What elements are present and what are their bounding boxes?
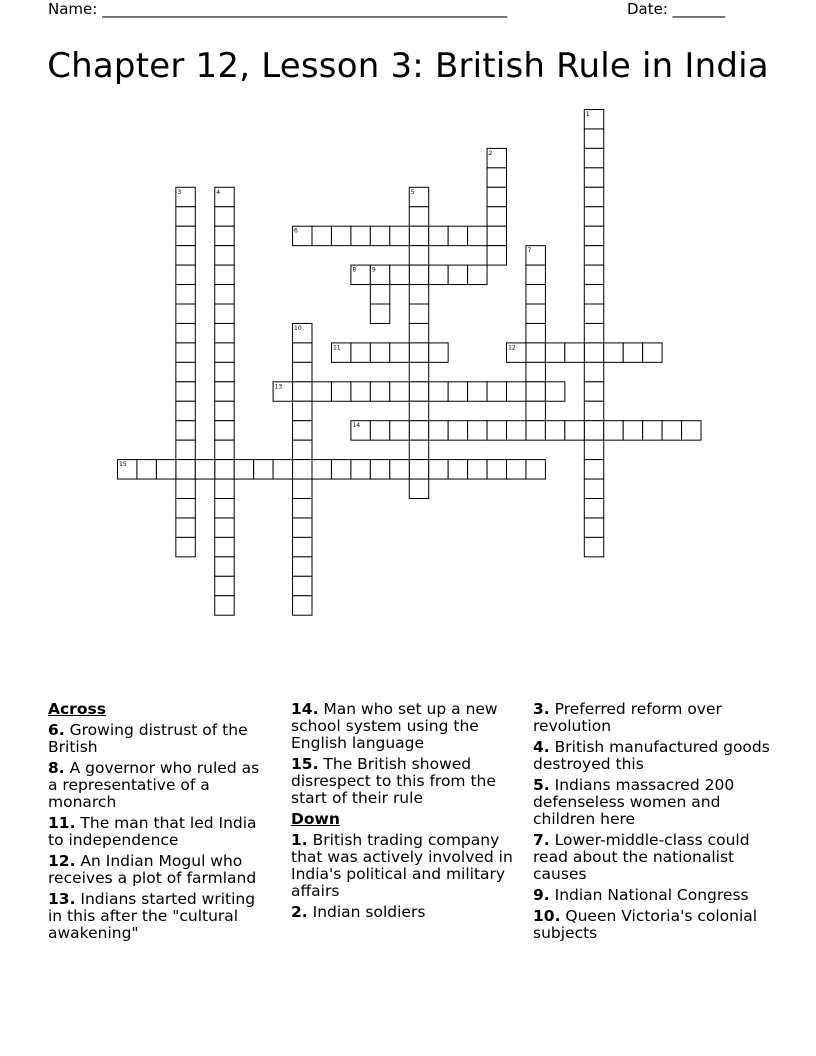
crossword-cell[interactable] [409,440,428,459]
crossword-cell[interactable] [331,460,350,479]
crossword-cell[interactable] [215,246,234,265]
crossword-cell[interactable] [215,460,234,479]
crossword-cell[interactable] [254,460,273,479]
crossword-cell[interactable] [409,421,428,440]
crossword-cell[interactable] [429,226,448,245]
crossword-cell[interactable] [176,382,195,401]
crossword-cell[interactable] [293,343,312,362]
crossword-cell[interactable] [390,382,409,401]
clue-number: 1. [291,831,308,849]
crossword-cell[interactable] [409,285,428,304]
crossword-cell[interactable] [487,168,506,187]
crossword-cell[interactable] [293,382,312,401]
crossword-cell[interactable] [293,460,312,479]
crossword-cell[interactable] [215,518,234,537]
down-clue [291,832,519,900]
crossword-cell[interactable] [370,421,389,440]
clue-start-number: 9 [371,266,376,274]
crossword-cell[interactable] [215,479,234,498]
crossword-cell[interactable] [176,207,195,226]
clue-text: British trading company that was actively involved in India's political and military affairs [291,831,513,900]
crossword-cell[interactable] [390,226,409,245]
crossword-cell[interactable] [584,129,603,148]
crossword-cell[interactable] [351,382,370,401]
clue-number: 7. [533,831,550,849]
clue-number: 5. [533,776,550,794]
crossword-cell[interactable] [176,323,195,342]
crossword-cell[interactable] [526,362,545,381]
crossword-cell[interactable] [176,343,195,362]
crossword-cell[interactable] [448,382,467,401]
crossword-cell[interactable] [176,421,195,440]
crossword-cell[interactable] [409,207,428,226]
crossword-cell[interactable] [331,382,350,401]
clue-number: 3. [533,700,550,718]
clue-text: The British showed disrespect to this from the start of their rule [291,755,496,807]
crossword-cell[interactable] [156,460,175,479]
clue-number: 8. [48,759,65,777]
crossword-cell[interactable] [584,304,603,323]
crossword-cell[interactable] [526,421,545,440]
clue-start-number: 15 [119,461,127,469]
crossword-cell[interactable] [623,343,642,362]
crossword-cell[interactable] [370,460,389,479]
clue-start-number: 3 [177,188,182,196]
crossword-cell[interactable] [215,596,234,615]
crossword-cell[interactable] [584,440,603,459]
across-heading: Across [48,700,106,718]
crossword-cell[interactable] [390,265,409,284]
down-clue [533,887,773,904]
clue-text: Growing distrust of the British [48,721,248,756]
clue-start-number: 11 [332,344,341,352]
crossword-cell[interactable] [507,382,526,401]
crossword-cell[interactable] [584,343,603,362]
crossword-cell[interactable] [176,226,195,245]
across-clue [291,756,519,807]
clue-text: Man who set up a new school system using the English language [291,700,498,752]
crossword-cell[interactable] [370,285,389,304]
crossword-cell[interactable] [448,421,467,440]
crossword-cell[interactable] [584,285,603,304]
crossword-cell[interactable] [215,557,234,576]
crossword-cell[interactable] [215,576,234,595]
crossword-cell[interactable] [545,382,564,401]
crossword-cell[interactable] [312,460,331,479]
crossword-cell[interactable] [545,343,564,362]
crossword-cell[interactable] [487,226,506,245]
crossword-cell[interactable] [215,285,234,304]
crossword-cell[interactable] [584,499,603,518]
crossword-cell[interactable] [584,168,603,187]
crossword-cell[interactable] [176,362,195,381]
crossword-cell[interactable] [351,226,370,245]
clues-column-3 [533,701,773,946]
crossword-cell[interactable] [176,246,195,265]
crossword-cell[interactable] [507,421,526,440]
clue-text: Indians massacred 200 defenseless women and children here [533,776,735,828]
crossword-cell[interactable] [195,460,214,479]
crossword-cell[interactable] [409,479,428,498]
crossword-cell[interactable] [584,148,603,167]
clue-start-number: 2 [488,149,493,157]
crossword-cell[interactable] [293,440,312,459]
crossword-cell[interactable] [215,207,234,226]
crossword-cell[interactable] [409,304,428,323]
clues-column-2 [291,701,519,925]
down-clue [533,908,773,942]
clue-number: 12. [48,852,76,870]
crossword-cell[interactable] [293,576,312,595]
crossword-cell[interactable] [409,226,428,245]
crossword-cell[interactable] [584,187,603,206]
crossword-cell[interactable] [390,421,409,440]
crossword-cell[interactable] [487,421,506,440]
name-line: Name: ______________________________________________________ [48,0,508,18]
crossword-cell[interactable] [293,499,312,518]
crossword-cell[interactable] [584,518,603,537]
crossword-cell[interactable] [215,226,234,245]
clue-start-number: 12 [508,344,516,352]
crossword-cell[interactable] [565,421,584,440]
down-clue [533,832,773,883]
crossword-cell[interactable] [215,499,234,518]
clue-text: An Indian Mogul who receives a plot of farmland [48,852,257,887]
clue-number: 11. [48,814,76,832]
crossword-cell[interactable] [293,421,312,440]
down-clue [291,904,519,921]
crossword-cell[interactable] [176,499,195,518]
crossword-cell[interactable] [487,246,506,265]
crossword-cell[interactable] [176,304,195,323]
down-heading: Down [291,810,340,828]
crossword-cell[interactable] [390,460,409,479]
clue-number: 4. [533,738,550,756]
crossword-cell[interactable] [526,304,545,323]
clue-start-number: 7 [527,247,532,255]
crossword-cell[interactable] [448,460,467,479]
crossword-cell[interactable] [584,382,603,401]
clue-number: 9. [533,886,550,904]
crossword-cell[interactable] [137,460,156,479]
clues-column-1 [48,701,273,946]
crossword-cell[interactable] [643,421,662,440]
clue-start-number: 14 [352,422,361,430]
clue-start-number: 4 [216,188,221,196]
crossword-cell[interactable] [176,265,195,284]
crossword-cell[interactable] [429,382,448,401]
crossword-cell[interactable] [293,557,312,576]
crossword-cell[interactable] [643,343,662,362]
crossword-cell[interactable] [293,362,312,381]
crossword-cell[interactable] [409,265,428,284]
across-clue [48,722,273,756]
crossword-cell[interactable] [293,518,312,537]
page-title: Chapter 12, Lesson 3: British Rule in India [47,46,769,86]
crossword-cell[interactable] [215,421,234,440]
crossword-cell[interactable] [215,304,234,323]
crossword-cell[interactable] [215,323,234,342]
crossword-cell[interactable] [584,362,603,381]
crossword-cell[interactable] [176,518,195,537]
crossword-cell[interactable] [429,460,448,479]
down-clue [533,701,773,735]
down-clue [533,739,773,773]
crossword-cell[interactable] [584,246,603,265]
across-clue [48,853,273,887]
date-line: Date: _______ [627,0,726,18]
crossword-cell[interactable] [370,304,389,323]
crossword-cell[interactable] [584,265,603,284]
crossword-cell[interactable] [176,440,195,459]
clue-number: 2. [291,903,308,921]
crossword-cell[interactable] [623,421,642,440]
clue-text: Indian soldiers [312,903,426,921]
crossword-cell[interactable] [293,479,312,498]
crossword-cell[interactable] [409,343,428,362]
crossword-cell[interactable] [526,382,545,401]
crossword-cell[interactable] [234,460,253,479]
clue-text: Queen Victoria's colonial subjects [533,907,758,942]
crossword-cell[interactable] [331,226,350,245]
crossword-cell[interactable] [429,265,448,284]
crossword-cell[interactable] [545,421,564,440]
crossword-cell[interactable] [468,265,487,284]
clue-number: 6. [48,721,65,739]
crossword-cell[interactable] [604,343,623,362]
crossword-cell[interactable] [293,537,312,556]
crossword-cell[interactable] [468,382,487,401]
crossword-cell[interactable] [584,479,603,498]
crossword-cell[interactable] [468,421,487,440]
clue-start-number: 6 [294,227,298,235]
crossword-cell[interactable] [215,362,234,381]
across-clue [48,760,273,811]
crossword-cell[interactable] [584,421,603,440]
clue-start-number: 10 [294,324,302,332]
crossword-cell[interactable] [409,323,428,342]
crossword-cell[interactable] [584,207,603,226]
crossword-cell[interactable] [487,460,506,479]
crossword-cell[interactable] [176,479,195,498]
crossword-cell[interactable] [312,226,331,245]
down-clue [533,777,773,828]
crossword-cell[interactable] [448,265,467,284]
crossword-cell[interactable] [370,226,389,245]
clue-text: Preferred reform over revolution [533,700,722,735]
crossword-cell[interactable] [293,401,312,420]
clue-number: 13. [48,890,76,908]
crossword-cell[interactable] [429,421,448,440]
clue-text: The man that led India to independence [48,814,257,849]
crossword-cell[interactable] [526,401,545,420]
crossword-cell[interactable] [604,421,623,440]
clue-text: Indian National Congress [554,886,749,904]
clue-text: A governor who ruled as a representative of a monarch [48,759,260,811]
clue-start-number: 1 [585,111,590,118]
crossword-cell[interactable] [409,401,428,420]
crossword-cell[interactable] [468,460,487,479]
crossword-cell[interactable] [370,382,389,401]
clue-start-number: 5 [410,188,415,196]
crossword-cell[interactable] [682,421,701,440]
clue-text: Lower-middle-class could read about the nationalist causes [533,831,750,883]
crossword-cell[interactable] [526,460,545,479]
crossword-cell[interactable] [215,537,234,556]
crossword-cell[interactable] [526,265,545,284]
crossword-cell[interactable] [584,537,603,556]
crossword-cell[interactable] [507,460,526,479]
crossword-cell[interactable] [662,421,681,440]
crossword-cell[interactable] [487,187,506,206]
across-clue [48,815,273,849]
crossword-cell[interactable] [215,382,234,401]
clue-start-number: 13 [274,383,283,391]
crossword-cell[interactable] [293,596,312,615]
crossword-cell[interactable] [526,343,545,362]
crossword-cell[interactable] [176,285,195,304]
crossword-cell[interactable] [584,323,603,342]
crossword-cell[interactable] [409,460,428,479]
across-clue [291,701,519,752]
crossword-cell[interactable] [215,343,234,362]
crossword-cell[interactable] [526,285,545,304]
crossword-cell[interactable] [429,343,448,362]
clue-start-number: 8 [352,266,357,274]
crossword-cell[interactable] [565,343,584,362]
crossword-cell[interactable] [215,401,234,420]
crossword-cell[interactable] [351,343,370,362]
clue-number: 15. [291,755,319,773]
clue-text: British manufactured goods destroyed this [533,738,770,773]
crossword-cell[interactable] [273,460,292,479]
crossword-cell[interactable] [487,207,506,226]
crossword-cell[interactable] [409,362,428,381]
crossword-cell[interactable] [390,343,409,362]
crossword-cell[interactable] [176,537,195,556]
crossword-cell[interactable] [215,265,234,284]
crossword-cell[interactable] [584,460,603,479]
crossword-cell[interactable] [487,382,506,401]
clue-number: 14. [291,700,319,718]
crossword-cell[interactable] [468,226,487,245]
crossword-cell[interactable] [176,401,195,420]
crossword-cell[interactable] [448,226,467,245]
crossword-cell[interactable] [370,343,389,362]
crossword-cell[interactable] [526,323,545,342]
crossword-cell[interactable] [215,440,234,459]
crossword-cell[interactable] [176,460,195,479]
crossword-cell[interactable] [351,460,370,479]
clue-text: Indians started writing in this after the "cultural awakening" [48,890,256,942]
crossword-cell[interactable] [584,226,603,245]
crossword-cell[interactable] [584,401,603,420]
crossword-cell[interactable] [409,246,428,265]
across-clue [48,891,273,942]
crossword-cell[interactable] [312,382,331,401]
crossword-cell[interactable] [409,382,428,401]
clue-number: 10. [533,907,561,925]
